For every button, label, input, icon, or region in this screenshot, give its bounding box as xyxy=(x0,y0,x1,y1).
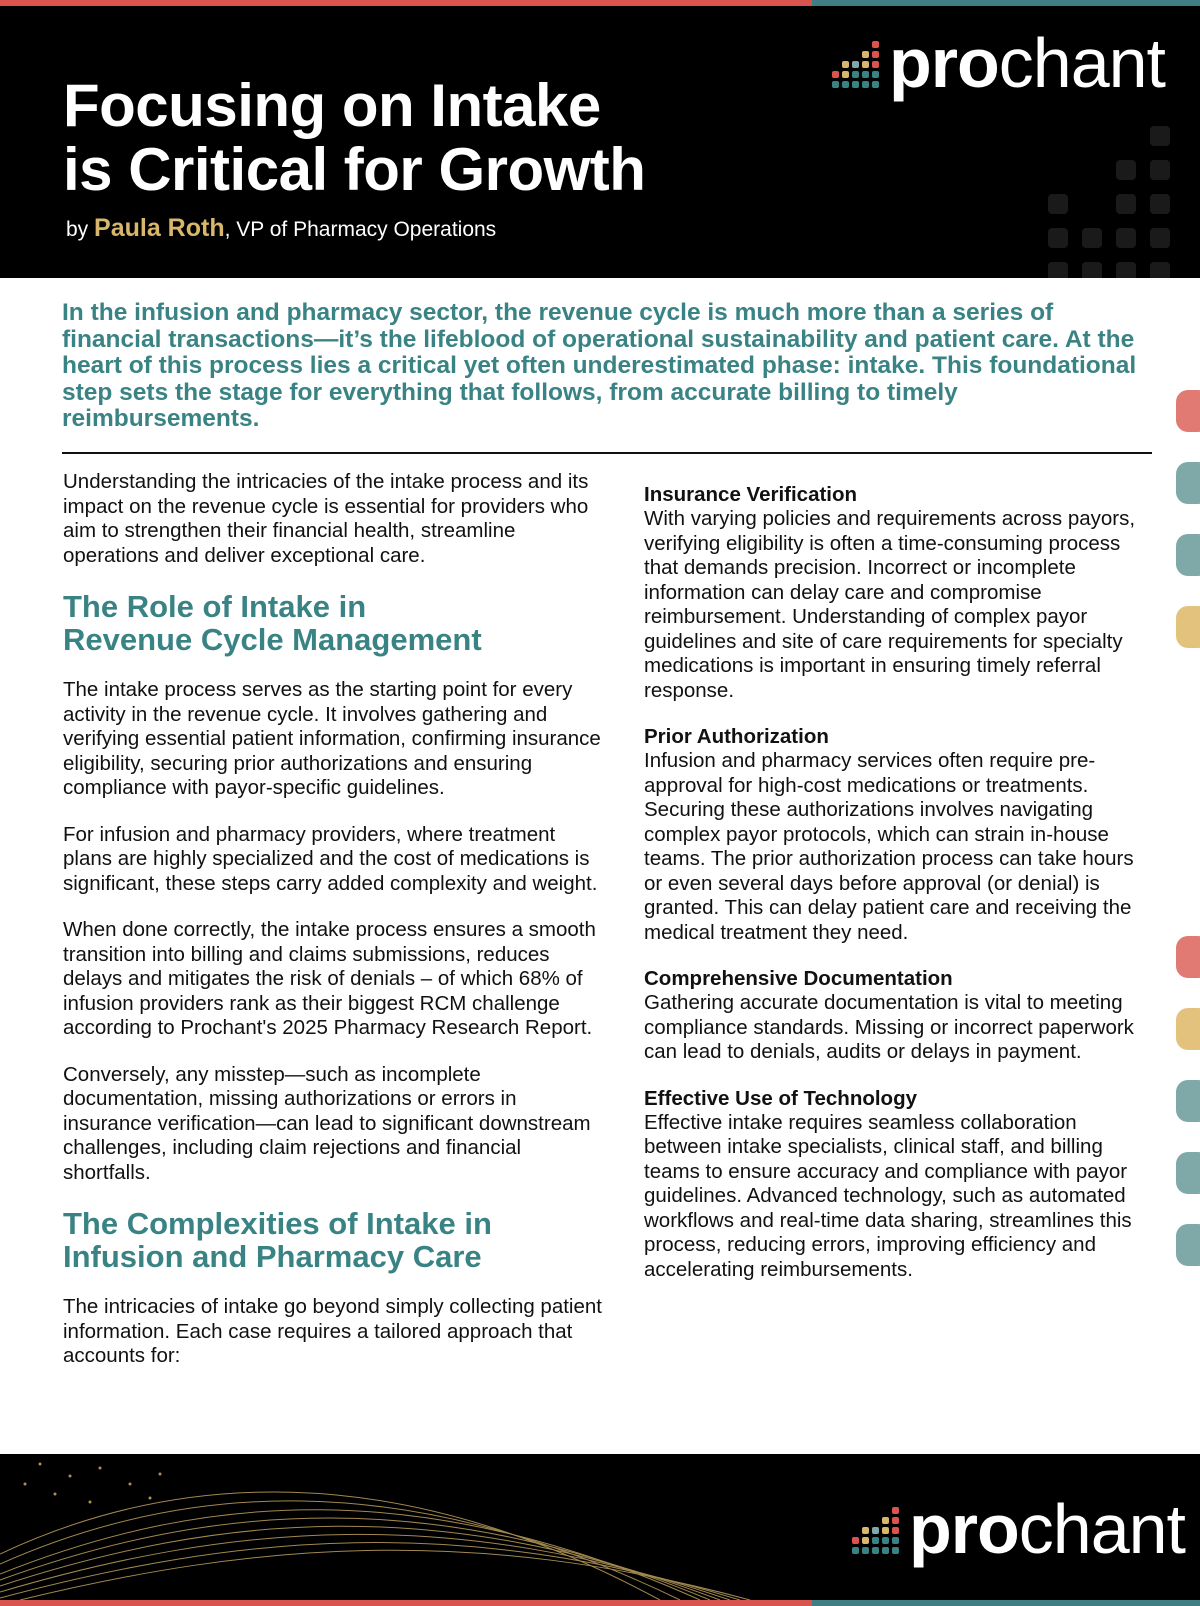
side-tab xyxy=(1176,1080,1200,1122)
logo-dots-icon xyxy=(832,41,879,88)
decorative-squares xyxy=(1048,126,1170,278)
side-tab xyxy=(1176,534,1200,576)
author-role: , VP of Pharmacy Operations xyxy=(224,218,497,241)
left-column xyxy=(63,470,603,1391)
left-paragraph-5: Conversely, any misstep—such as incomplete documentation, missing authorizations or errors in insurance verification—can lead to significant downstream challenges, including claim rejections and financial shortfalls. xyxy=(63,1062,591,1184)
section-title: Effective Use of Technology xyxy=(644,1086,918,1110)
section-prior-authorization xyxy=(644,725,1144,945)
side-tab xyxy=(1176,390,1200,432)
intro-paragraph: In the infusion and pharmacy sector, the revenue cycle is much more than a series of financial transactions—it’s the lifeblood of operational sustainability and patient care. At the heart of this process lies a critical yet often underestimated phase: intake. This foundational step sets the stage for everything that follows, from accurate billing to timely reimbursements. xyxy=(62,299,1137,432)
title-line-2: is Critical for Growth xyxy=(63,136,646,203)
left-paragraph-6: The intricacies of intake go beyond simply collecting patient information. Each case requires a tailored approach that accounts for: xyxy=(63,1295,602,1367)
byline-by: by xyxy=(66,218,89,241)
section-body: Infusion and pharmacy services often require pre-approval for high-cost medications or treatments. Securing these authorizations involves navigating complex payor protocols, which can strain in-house teams. The prior authorization process can take hours or even several days before approval (or denial) is granted. This can delay patient care and receiving the medical treatment they need. xyxy=(644,749,1134,944)
title-line-1: Focusing on Intake xyxy=(63,72,601,139)
left-paragraph-1: Understanding the intricacies of the intake process and its impact on the revenue cycle is essential for providers who aim to strengthen their financial health, streamline operations and deliver exceptional care. xyxy=(63,470,589,567)
prochant-logo-footer xyxy=(852,1490,1186,1568)
section-documentation xyxy=(644,967,1144,1065)
section-body: With varying policies and requirements across payors, verifying eligibility is often a time-consuming process that demands precision. Incorrect or incomplete information can delay care and compromise reimbursement. Understanding of complex payor guidelines and site of care requirements for specialty medications is important in ensuring timely referral response. xyxy=(644,507,1136,702)
left-paragraph-4: When done correctly, the intake process ensures a smooth transition into billing and claims submissions, reduces delays and mitigates the risk of denials – of which 68% of infusion providers rank as their biggest RCM challenge according to Prochant's 2025 Pharmacy Research Report. xyxy=(63,918,596,1039)
footer-banner xyxy=(0,1454,1200,1600)
header-banner xyxy=(0,6,1200,278)
logo-wordmark: prochant xyxy=(889,24,1166,102)
side-tab xyxy=(1176,1224,1200,1266)
side-tab xyxy=(1176,936,1200,978)
page-title xyxy=(63,74,645,202)
section-insurance-verification xyxy=(644,483,1144,703)
section-title: Prior Authorization xyxy=(644,725,829,748)
section-title: Comprehensive Documentation xyxy=(644,967,953,990)
logo-wordmark: prochant xyxy=(909,1490,1186,1568)
right-column xyxy=(644,483,1144,1304)
heading-role-of-intake: The Role of Intake in Revenue Cycle Management xyxy=(63,589,482,657)
divider xyxy=(62,452,1152,454)
author-name: Paula Roth xyxy=(94,214,225,242)
left-paragraph-2: The intake process serves as the starting point for every activity in the revenue cycle. It involves gathering and verifying essential patient information, confirming insurance eligibility, securing prior authorizations and ensuring compliance with payor-specific guidelines. xyxy=(63,678,601,799)
side-tab xyxy=(1176,462,1200,504)
section-body: Gathering accurate documentation is vital to meeting compliance standards. Missing or incorrect paperwork can lead to denials, audits or delays in payment. xyxy=(644,991,1134,1063)
heading-complexities: The Complexities of Intake in Infusion and Pharmacy Care xyxy=(63,1206,492,1274)
side-tab xyxy=(1176,1008,1200,1050)
side-tab xyxy=(1176,606,1200,648)
byline xyxy=(66,214,496,243)
prochant-logo-header xyxy=(832,24,1166,102)
left-paragraph-3: For infusion and pharmacy providers, where treatment plans are highly specialized and the cost of medications is significant, these steps carry added complexity and weight. xyxy=(63,822,598,895)
section-body: Effective intake requires seamless collaboration between intake specialists, clinical staff, and billing teams to ensure accuracy and compliance with payor guidelines. Advanced technology, such as automated workflows and real-time data sharing, streamlines this process, reducing errors, improving efficiency and accelerating reimbursements. xyxy=(644,1110,1132,1281)
logo-dots-icon xyxy=(852,1507,899,1554)
bottom-color-bar xyxy=(0,1600,1200,1606)
section-technology xyxy=(644,1087,1144,1283)
side-tab xyxy=(1176,1152,1200,1194)
section-title: Insurance Verification xyxy=(644,483,858,506)
